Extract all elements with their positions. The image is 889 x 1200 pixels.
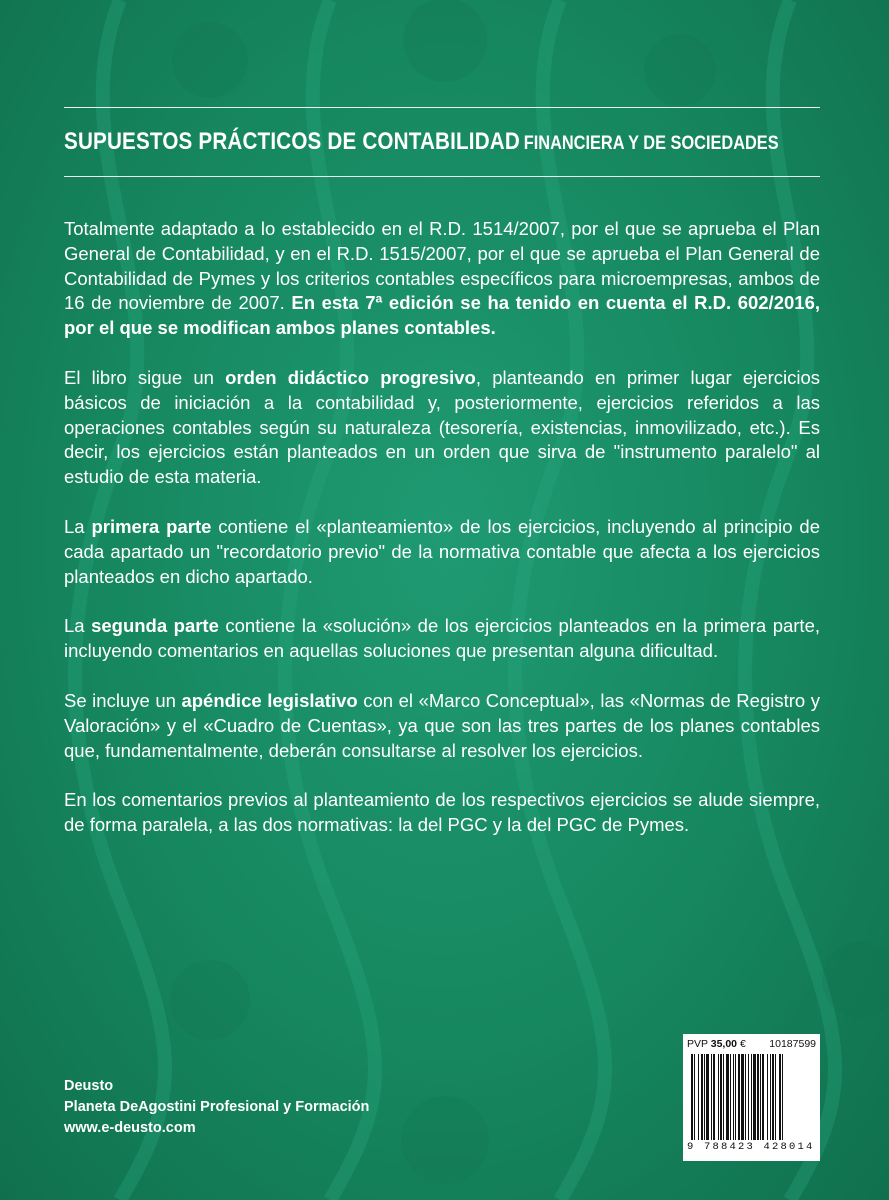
barcode [691, 1054, 812, 1140]
barcode-bar [770, 1054, 771, 1140]
barcode-bar [733, 1054, 734, 1140]
barcode-bar [782, 1054, 783, 1140]
barcode-bar [751, 1054, 752, 1140]
description-text [64, 217, 820, 863]
barcode-bar [772, 1054, 774, 1140]
price-line [687, 1036, 816, 1052]
paragraph [64, 788, 820, 838]
title-main: SUPUESTOS PRÁCTICOS DE CONTABILIDAD [64, 128, 520, 155]
barcode-bar [757, 1054, 759, 1140]
barcode-bar [760, 1054, 761, 1140]
publisher-website: www.e-deusto.com [64, 1120, 196, 1136]
price-currency: € [739, 1038, 746, 1050]
barcode-bar [738, 1054, 740, 1140]
price-value: 35,00 [710, 1038, 738, 1050]
text-run: , planteando en primer lugar ejercicios básicos de iniciación a la contabilidad y, posteriormente, ejercicios referidos a las operaciones contables según su naturaleza (tesorería, existencias, inmovilizado, etc.). Es decir, los ejercicios están planteados en un orden que sirva de "instrumento paralelo" al estudio de esta materia. [64, 366, 820, 488]
barcode-bar [706, 1054, 709, 1140]
text-run: Totalmente adaptado a lo establecido en el R.D. 1514/2007, por el que se aprueba el Plan General de Contabilidad, y en el R.D. 1515/2007, por el que se aprueba el Plan General de Contabilidad de Pymes y los criterios contables específicos para microempresas, ambos de 16 de noviembre de 2007. [64, 218, 820, 314]
barcode-bar [711, 1054, 712, 1140]
bold-text: orden didáctico progresivo [225, 366, 476, 388]
publisher-block [64, 1076, 369, 1139]
barcode-bar [720, 1054, 722, 1140]
barcode-bar [730, 1054, 731, 1140]
barcode-bar [726, 1054, 729, 1140]
publisher-division: Planeta DeAgostini Profesional y Formación [64, 1099, 370, 1115]
barcode-bar [698, 1054, 699, 1140]
barcode-bar [723, 1054, 724, 1140]
barcode-bar [713, 1054, 715, 1140]
bold-text: En esta 7ª edición se ha tenido en cuenta el R.D. 602/2016, por el que se modifican ambos planes contables. [64, 292, 820, 339]
text-run: contiene la «solución» de los ejercicios planteados en la primera parte, incluyendo comentarios en aquellas soluciones que presentan alguna dificultad. [64, 615, 820, 662]
barcode-bar [741, 1054, 744, 1140]
barcode-bar [779, 1054, 781, 1140]
book-title [64, 128, 779, 156]
text-run: Se incluye un [64, 689, 182, 711]
price-tag [687, 1036, 746, 1052]
product-code: 10187599 [769, 1038, 816, 1050]
barcode-bar [701, 1054, 703, 1140]
title-subtitle: FINANCIERA Y DE SOCIEDADES [523, 133, 779, 154]
text-run: con el «Marco Conceptual», las «Normas de Registro y Valoración» y el «Cuadro de Cuentas», ya que son las tres partes de los planes contables que, fundamentalmente, deberán consultarse al resolver los ejercicios. [64, 689, 820, 761]
bottom-divider [64, 176, 820, 177]
bold-text: apéndice legislativo [181, 689, 358, 711]
barcode-bar [753, 1054, 756, 1140]
paragraph [64, 217, 820, 341]
barcode-bar [694, 1054, 695, 1140]
text-run: El libro sigue un [64, 366, 226, 388]
barcode-bar [762, 1054, 764, 1140]
barcode-bar [748, 1054, 749, 1140]
bold-text: primera parte [91, 515, 212, 537]
pvp-label: PVP [687, 1038, 708, 1050]
barcode-bar [745, 1054, 746, 1140]
paragraph [64, 689, 820, 763]
text-run: contiene el «planteamiento» de los ejercicios, incluyendo al principio de cada apartado un "recordatorio previo" de la normativa contable que afecta a los ejercicios planteados en dicho apartado. [64, 515, 821, 587]
paragraph [64, 366, 820, 490]
barcode-bar [718, 1054, 719, 1140]
text-run: La [64, 615, 92, 637]
paragraph [64, 614, 820, 664]
text-run: En los comentarios previos al planteamiento de los respectivos ejercicios se alude siempre, de forma paralela, a las dos normativas: la del PGC y la del PGC de Pymes. [64, 789, 820, 836]
barcode-bar [767, 1054, 768, 1140]
barcode-bar [691, 1054, 693, 1140]
top-divider [64, 107, 820, 108]
text-run: La [64, 515, 92, 537]
barcode-bar [775, 1054, 776, 1140]
barcode-bar [704, 1054, 705, 1140]
paragraph [64, 515, 820, 589]
isbn-digits: 9 788423 428014 [687, 1141, 815, 1153]
publisher-name: Deusto [64, 1078, 114, 1094]
bold-text: segunda parte [91, 615, 219, 637]
barcode-bar [735, 1054, 736, 1140]
price-barcode-box [683, 1034, 820, 1161]
